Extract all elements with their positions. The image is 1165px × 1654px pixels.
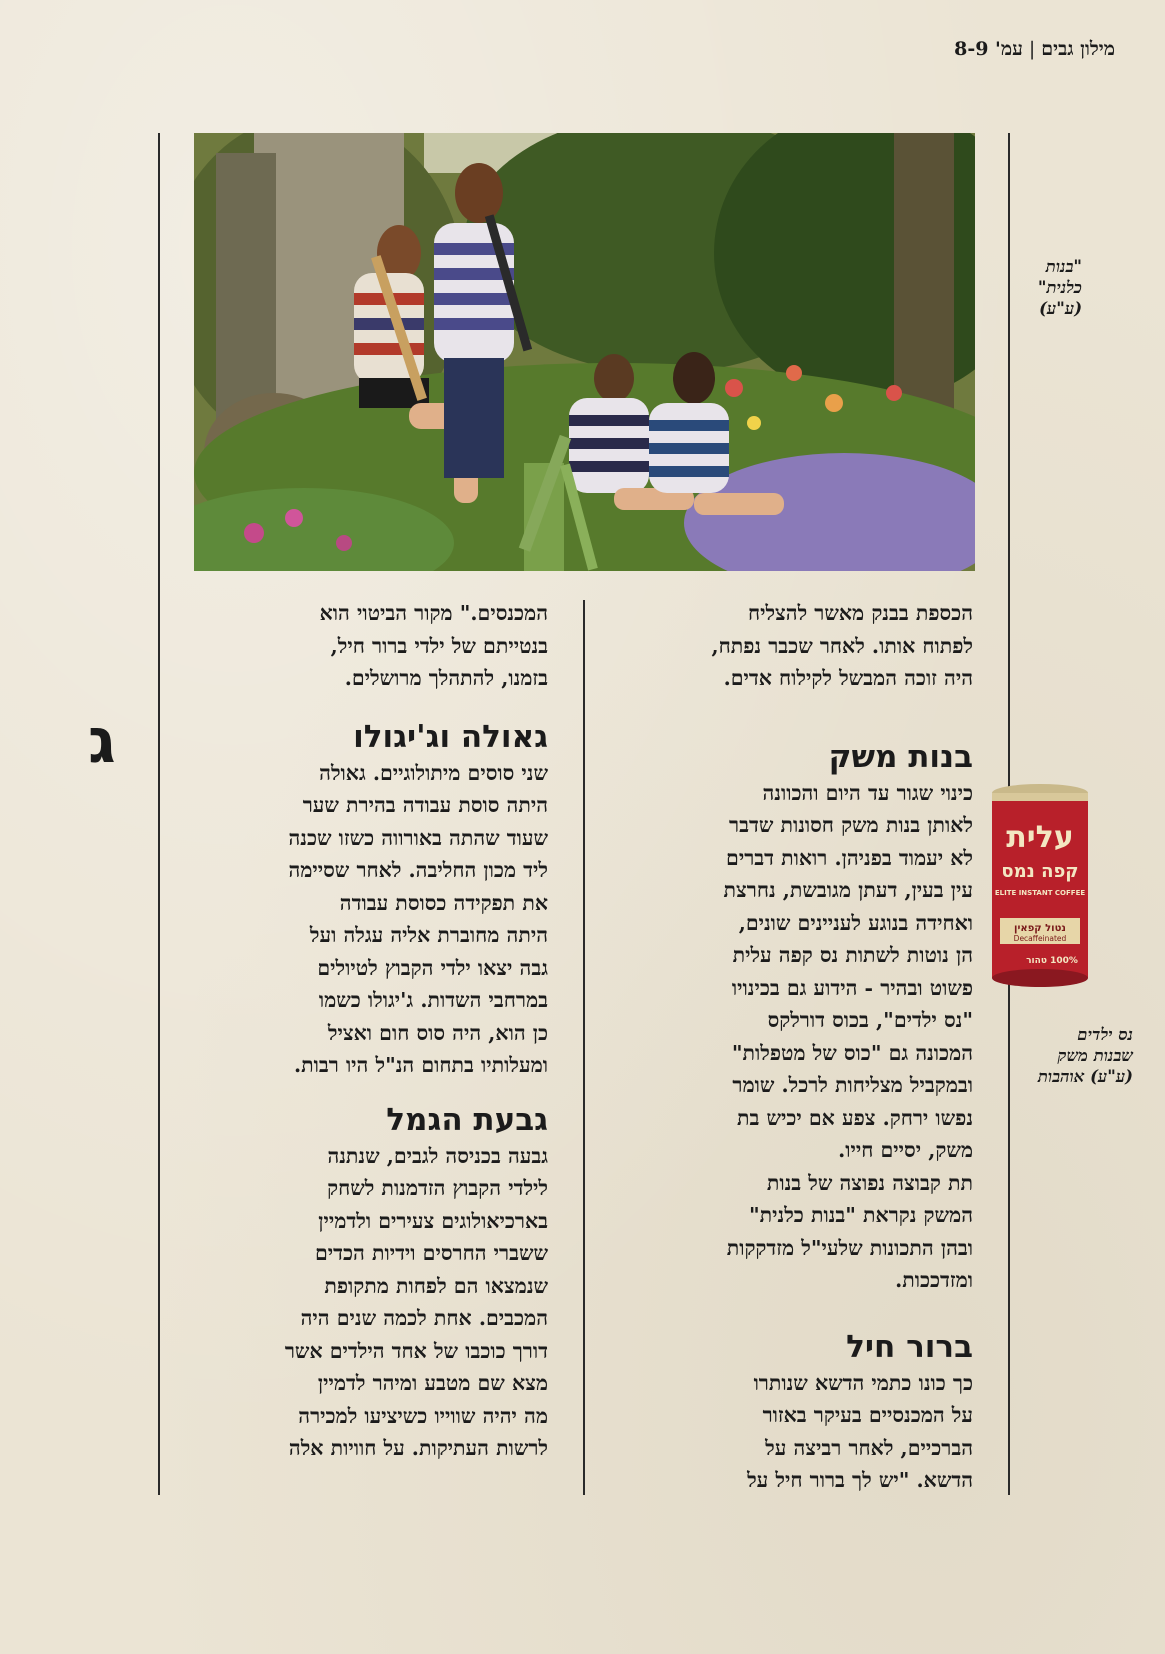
can-decaf-english: Decaffeinated	[1013, 934, 1067, 943]
entry-line: כן הוא, היה סוס חום ואציל	[327, 1020, 548, 1045]
entry-line: ובמקביל מצליחות לרכל. שומר	[732, 1073, 973, 1097]
entry-line: לא יעמוד בפניהן. רואות דברים	[726, 845, 973, 870]
entry-line: לאותן בנות משק חסונות שדבר	[729, 813, 973, 837]
photo-girls-playing-recorders	[194, 133, 975, 571]
intro-line: המכנסים." מקור הביטוי הוא	[319, 601, 548, 625]
book-title: מילון גבים	[1041, 38, 1115, 60]
can-caption-line: (ע"ע) אוהבות	[1037, 1067, 1133, 1086]
entry-line: לילדי הקבוץ הזדמנות לשחק	[327, 1176, 548, 1200]
entry-line: בארכיאולוגים צעירים ולדמיין	[318, 1208, 548, 1233]
entry-line: דורך כוכבו של אחד הילדים אשר	[284, 1338, 548, 1363]
entry-line: שנמצאו הם לפחות מתקופת	[324, 1273, 548, 1298]
entry-line: המכונה גם "כוס של מטפלות"	[731, 1040, 973, 1065]
entry-line: המכבים. אחת לכמה שנים היה	[300, 1306, 548, 1330]
entry-heading-givat-hagamal: גבעת הגמל	[386, 1101, 548, 1138]
can-english: ELITE INSTANT COFFEE	[994, 889, 1086, 897]
can-caption-line: נס ילדים	[1077, 1025, 1133, 1044]
entry-line: הדשא. "יש לך ברור חיל על	[747, 1468, 973, 1492]
entry-line: במרחבי השדות. ג'יגולו כשמו	[318, 988, 548, 1012]
entry-line: כינוי שגור עד היום והכוונה	[762, 780, 973, 805]
separator: |	[1028, 38, 1036, 60]
entry-line: היתה סוסת עבודה בהירת שער	[302, 793, 548, 817]
entry-line: ומזדככות.	[895, 1268, 973, 1292]
entry-line: עין בעין, דעתן מגובשת, נחרצת	[723, 878, 973, 902]
entry-heading-bnot-meshek: בנות משק	[828, 738, 973, 775]
intro-line: בנטייתם של ילדי ברור חיל,	[330, 633, 548, 658]
entry-heading-berur-hayil: ברור חיל	[846, 1328, 973, 1365]
running-head	[60, 38, 1115, 61]
entry-line: הן נוטות לשתות נס קפה עלית	[732, 943, 973, 967]
entry-line: מצא שם מטבע ומיהר לדמיין	[317, 1371, 548, 1395]
entry-line: גבעה בכניסה לגבים, שנתנה	[327, 1143, 548, 1168]
entry-line: ליד מכון החליבה. לאחר שסיימה	[288, 858, 548, 882]
entry-line: נפשו ירחק. צפע אם יכיש בת	[736, 1105, 973, 1130]
can-pure: 100% טהור	[1026, 956, 1078, 966]
entry-line: גבה יצאו ילדי הקבוץ לטיולים	[317, 955, 548, 980]
can-decaf-hebrew: נטול קפאין	[1014, 923, 1066, 934]
entry-line: ובהן התכונות שלעי"ל מזדקקות	[726, 1235, 973, 1260]
entry-line: פשוט ובהיר - הידוע גם בכינויו	[731, 975, 973, 1000]
intro-line: לפתוח אותו. לאחר שכבר נפתח,	[711, 633, 973, 658]
can-caption-line: שבנות משק	[1057, 1046, 1133, 1065]
photo-caption-line: כלנית"	[1037, 278, 1082, 297]
entry-line: את תפקידה כסוסת עבודה	[339, 890, 548, 915]
entry-line: שעוד שהתה באורווה כשזו שכנה	[288, 825, 548, 850]
entry-line: הברכיים, לאחר רביצה על	[765, 1435, 973, 1460]
entry-line: שני סוסים מיתולוגיים. גאולה	[319, 760, 548, 785]
entry-line: מה יהיה שווייו כשיציעו למכירה	[298, 1403, 548, 1428]
entry-line: ומעלותיו בתחום הנ"ל היו רבות.	[293, 1053, 548, 1077]
can-caption	[993, 1024, 1133, 1087]
intro-line: בזמנו, להתהלך מרושלים.	[344, 666, 548, 690]
intro-line: היה זוכה המבשל לקילוח אדים.	[723, 666, 973, 690]
can-brand: עלית	[1006, 820, 1074, 855]
page-numbers: עמ' 8-9	[954, 38, 1023, 60]
photo-caption	[1012, 256, 1082, 319]
entry-line: היתה מחוברת אליה עגלה ועל	[309, 923, 548, 947]
entry-line: לרשות העתיקות. על חוויות אלה	[288, 1436, 548, 1460]
entry-line: על המכנסיים בעיקר באזור	[762, 1403, 973, 1427]
left-text-column	[138, 597, 548, 1465]
entry-heading-geula-gigolo: גאולה וג'יגולו	[353, 718, 548, 755]
section-letter: ג	[88, 704, 116, 777]
entry-line: משק, יסיים חייו.	[838, 1138, 973, 1162]
entry-line: "נס ילדים", בכוס דורלקס	[767, 1008, 973, 1032]
right-text-column	[563, 597, 973, 1497]
can-product: קפה נמס	[1001, 861, 1079, 882]
photo-caption-line: "בנות	[1045, 257, 1082, 276]
elite-coffee-can-image	[990, 783, 1090, 993]
entry-line: תת קבוצה נפוצה של בנות	[766, 1170, 973, 1195]
intro-line: הכספת בבנק מאשר להצליח	[747, 601, 973, 625]
photo-caption-line: (ע"ע)	[1039, 299, 1082, 318]
entry-line: כך כונו כתמי הדשא שנותרו	[753, 1370, 973, 1395]
entry-line: ואחידה בנוגע לעניינים שונים,	[738, 910, 973, 935]
entry-line: ששברי החרסים וידיות הכדים	[314, 1241, 548, 1265]
entry-line: המשק נקראת "בנות כלנית"	[748, 1203, 973, 1227]
